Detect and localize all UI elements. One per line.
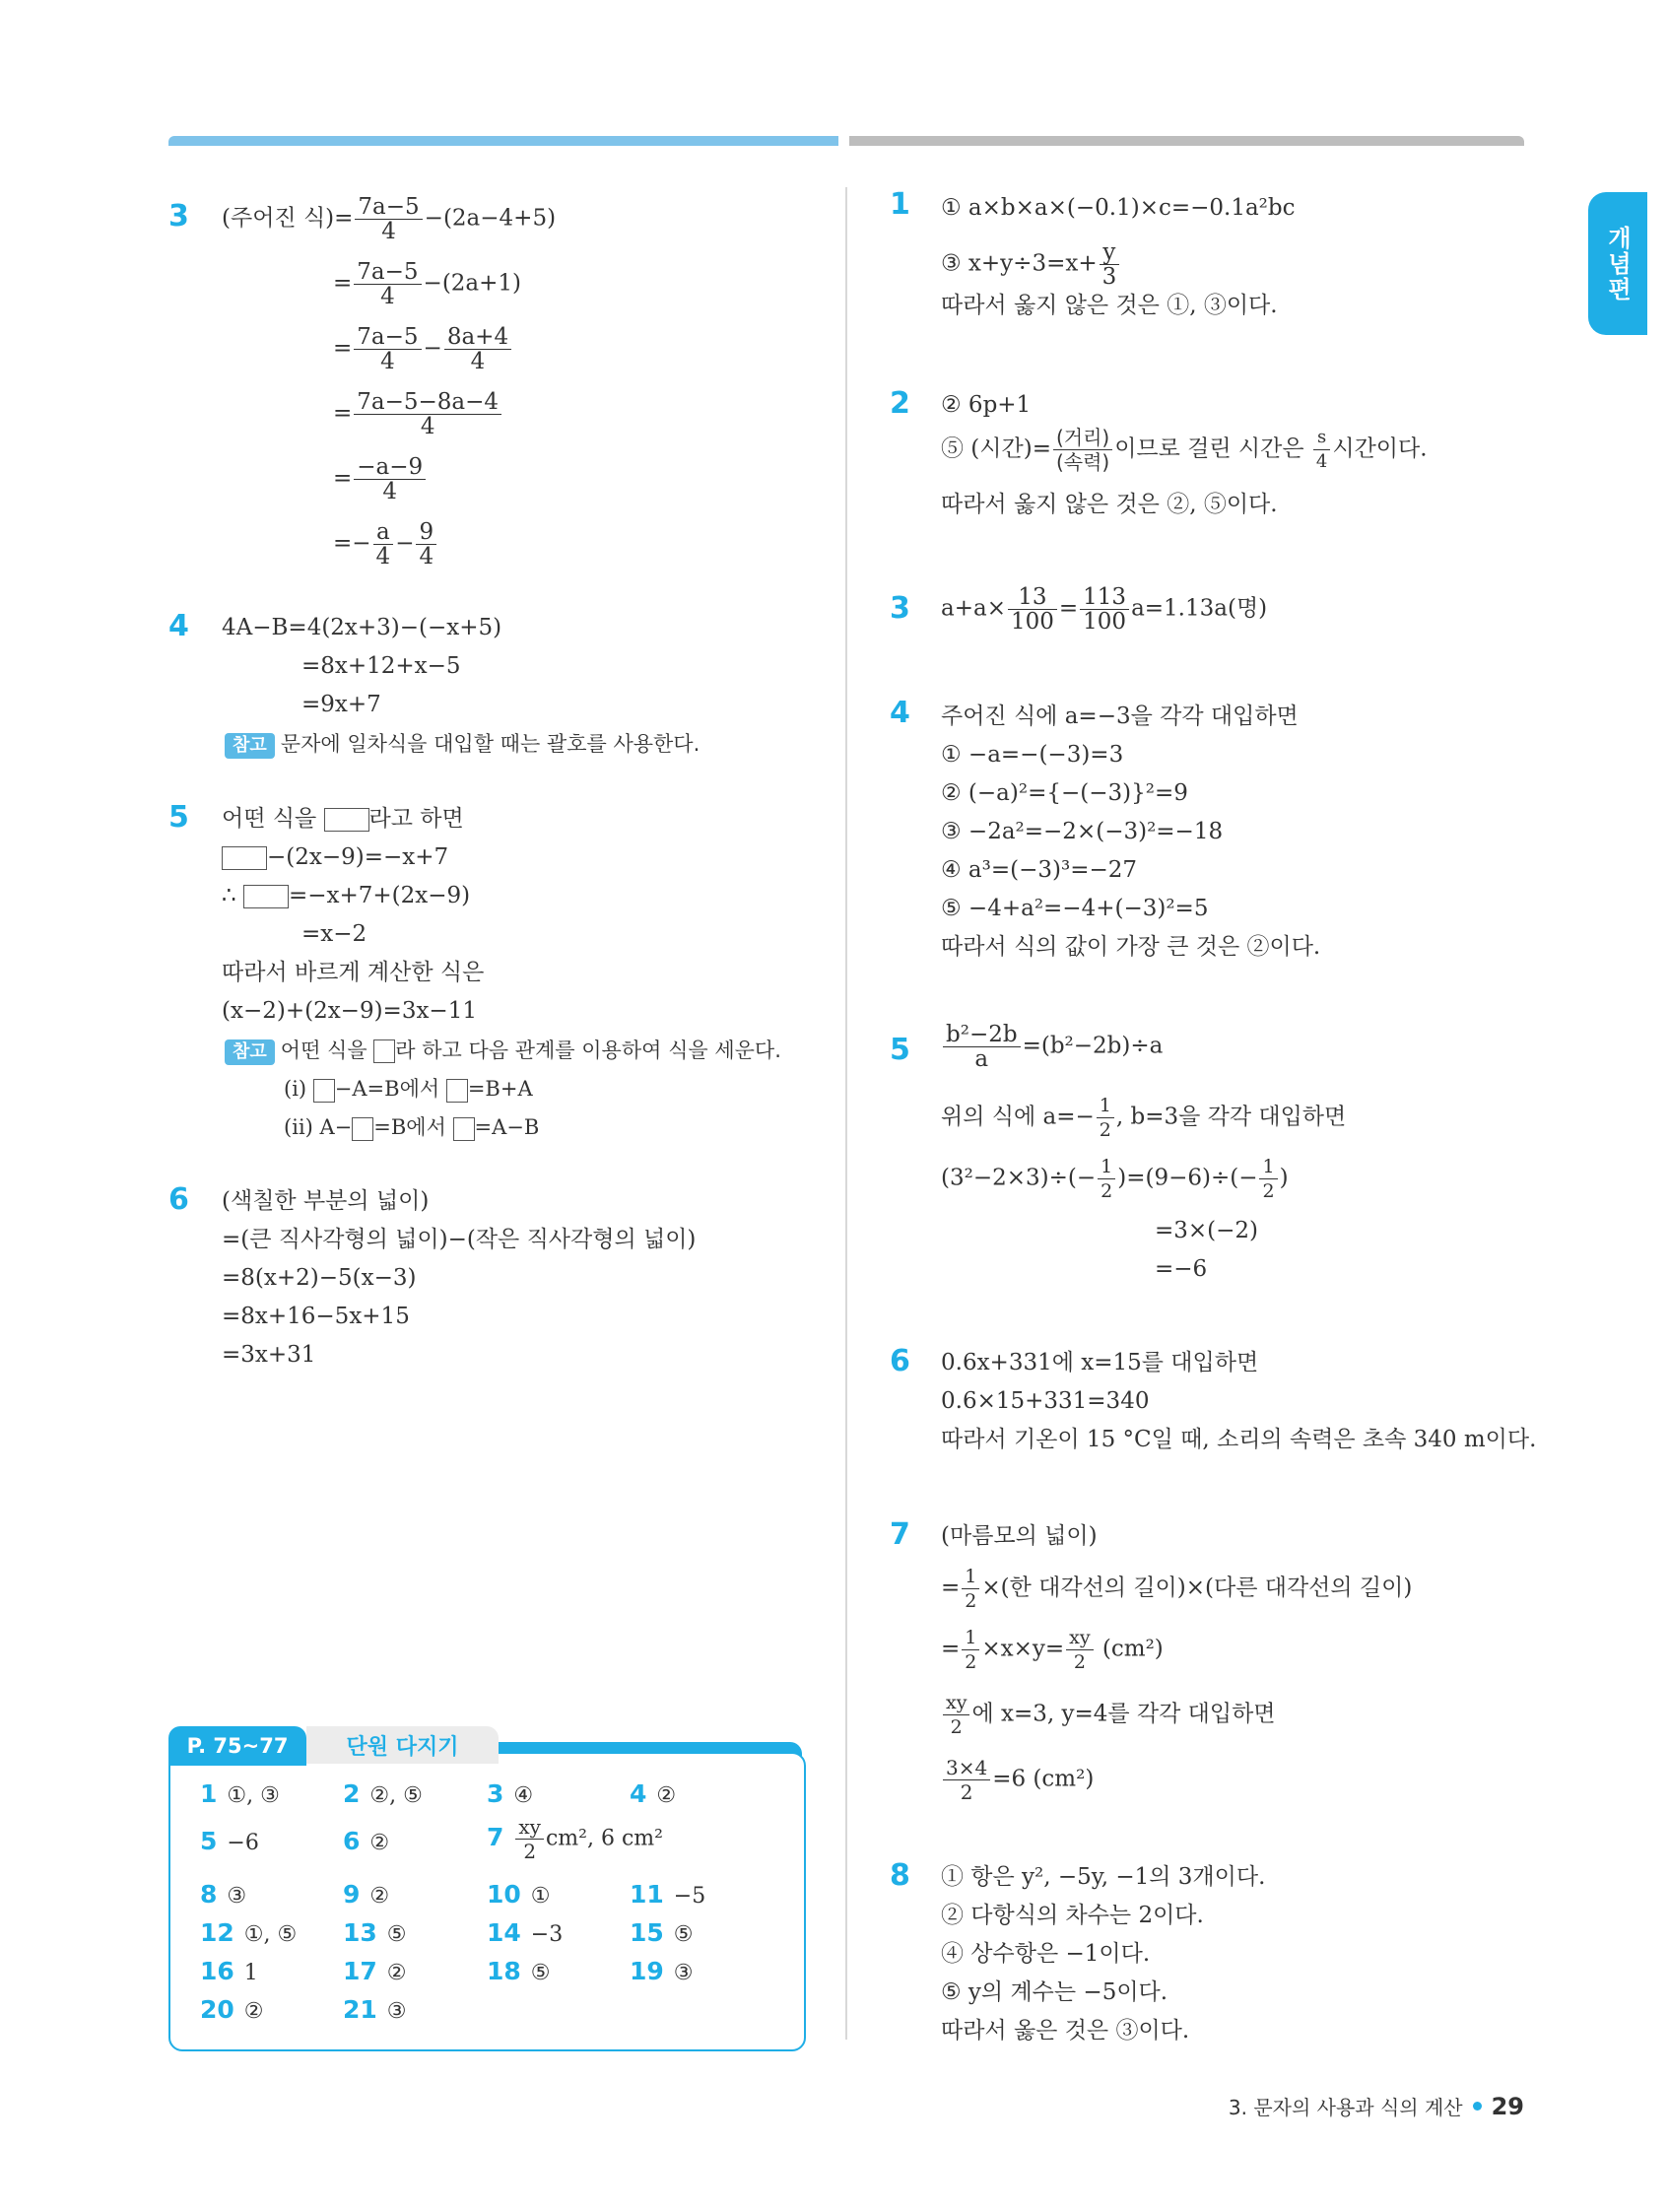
p4-note: 참고 문자에 일차식을 대입할 때는 괄호를 사용한다. [225,729,700,759]
top-bar-right [849,136,1524,146]
top-bar-left [168,136,838,146]
problem-number: 8 [890,1858,910,1893]
q5-line-5: =−6 [1155,1256,1208,1282]
problem-number: 3 [890,591,910,626]
p6-line-1: (색칠한 부분의 넓이) [222,1188,430,1214]
q7-line-4: $\frac{xy}{2}$ 에 x=3, y=4를 각각 대입하면 [941,1691,1276,1739]
q4-line-6: ⑤ −4+a²=−4+(−3)²=5 [941,896,1209,921]
q1-line-1: ① a×b×a×(−0.1)×c=−0.1a²bc [941,195,1296,221]
note-badge: 참고 [225,733,275,759]
problem-number: 3 [168,199,189,234]
column-divider [845,187,847,2040]
answer-item: 20 ② [200,1995,264,2024]
q2-line-3: 따라서 옳지 않은 것은 ②, ⑤이다. [941,492,1278,517]
answer-title-tab: 단원 다지기 [306,1726,499,1764]
blank-box [373,1039,395,1063]
p5-line-2: −(2x−9)=−x+7 [222,842,448,872]
q4-line-7: 따라서 식의 값이 가장 큰 것은 ②이다. [941,934,1321,960]
blank-box [352,1117,373,1141]
p5-note: 참고 어떤 식을 라 하고 다음 관계를 이용하여 식을 세운다. [225,1036,781,1065]
q4-line-3: ② (−a)²={−(−3)}²=9 [941,780,1188,806]
q4-line-4: ③ −2a²=−2×(−3)²=−18 [941,819,1224,844]
problem-number: 5 [168,800,189,835]
p6-line-2: =(큰 직사각형의 넓이)−(작은 직사각형의 넓이) [222,1227,697,1252]
p4-line-2: =8x+12+x−5 [301,653,461,679]
answer-item: 7 $\frac{xy}{2}$ cm², 6 cm² [487,1815,663,1863]
problem-number: 5 [890,1033,910,1067]
answer-item: 10 ① [487,1880,551,1909]
q1-line-2: ③ x+y÷3=x+ $\frac{y}{3}$ [941,240,1121,289]
q7-line-3: = $\frac{1}{2}$ ×x×y= $\frac{xy}{2}$ (cm²) [941,1627,1164,1673]
answer-item: 18 ⑤ [487,1957,551,1985]
p6-line-5: =3x+31 [222,1342,316,1368]
q7-line-2: = $\frac{1}{2}$ ×(한 대각선의 길이)×(다른 대각선의 길이) [941,1566,1413,1612]
answer-item: 19 ③ [630,1957,694,1985]
q5-line-2: 위의 식에 a=− $\frac{1}{2}$ , b=3을 각각 대입하면 [941,1095,1347,1141]
q8-line-3: ④ 상수항은 −1이다. [941,1941,1151,1967]
q6-line-3: 따라서 기온이 15 °C일 때, 소리의 속력은 초속 340 m이다. [941,1427,1537,1452]
blank-box [243,885,289,908]
p5-line-1: 어떤 식을 라고 하면 [222,806,464,832]
q8-line-1: ① 항은 y², −5y, −1의 3개이다. [941,1864,1266,1890]
p4-line-3: =9x+7 [301,692,381,717]
answer-item: 13 ⑤ [343,1918,407,1947]
p3-line-1: (주어진 식)= $\frac{7a-5}{4}$ −(2a−4+5) [222,194,557,244]
p6-line-4: =8x+16−5x+15 [222,1304,410,1329]
q4-line-2: ① −a=−(−3)=3 [941,742,1124,768]
p3-line-6: =− $\frac{a}{4}$ − $\frac{9}{4}$ [333,520,438,569]
p5-line-4: =x−2 [301,921,367,947]
answer-item: 14 −3 [487,1918,564,1947]
answer-item: 21 ③ [343,1995,407,2024]
blank-box [313,1079,335,1103]
answer-item: 9 ② [343,1880,390,1909]
problem-number: 6 [168,1182,189,1217]
answer-item: 15 ⑤ [630,1918,694,1947]
p5-line-3: ∴ =−x+7+(2x−9) [222,883,471,908]
blank-box [324,808,369,832]
q4-line-1: 주어진 식에 a=−3을 각각 대입하면 [941,704,1299,729]
q5-line-3: (3²−2×3)÷(− $\frac{1}{2}$ )=(9−6)÷(− $\frac{1}{2}$ ) [941,1156,1289,1202]
blank-box [222,846,267,870]
q7-line-5: $\frac{3\times 4}{2}$ =6 (cm²) [941,1756,1094,1804]
answer-item: 6 ② [343,1827,390,1855]
p6-line-3: =8(x+2)−5(x−3) [222,1265,417,1291]
q1-line-3: 따라서 옳지 않은 것은 ①, ③이다. [941,293,1278,318]
p3-line-2: = $\frac{7a-5}{4}$ −(2a+1) [333,259,522,309]
chapter-title: 3. 문자의 사용과 식의 계산 [1228,2096,1463,2119]
blank-box [453,1117,475,1141]
q6-line-2: 0.6×15+331=340 [941,1388,1150,1414]
answer-item: 1 ①, ③ [200,1779,280,1808]
q5-line-1: $\frac{\text{b²−2b}}{a}$ =(b²−2b)÷a [941,1023,1163,1071]
p3-line-4: = $\frac{7a-5-8a-4}{4}$ [333,390,503,438]
page-footer [1229,2092,1524,2120]
answer-item: 11 −5 [630,1880,706,1909]
q7-line-1: (마름모의 넓이) [941,1523,1098,1549]
problem-number: 6 [890,1344,910,1378]
answer-pages-tab: P. 75~77 [168,1726,306,1766]
answer-item: 8 ③ [200,1880,247,1909]
answer-item: 2 ②, ⑤ [343,1779,423,1808]
p5-line-6: (x−2)+(2x−9)=3x−11 [222,998,477,1024]
answer-item: 12 ①, ⑤ [200,1918,298,1947]
p3-line-3: = $\frac{7a-5}{4}$ − $\frac{8a+4}{4}$ [333,325,513,373]
problem-number: 7 [890,1517,910,1552]
footer-dot [1473,2102,1482,2111]
answer-item: 16 1 [200,1957,258,1985]
q6-line-1: 0.6x+331에 x=15를 대입하면 [941,1350,1259,1375]
p3-line-5: = $\frac{-a-9}{4}$ [333,455,428,503]
section-tab: 개념편 [1588,192,1647,335]
q5-line-4: =3×(−2) [1155,1218,1259,1243]
p5-note-item-1: (ⅰ) −A=B에서 =B+A [284,1077,533,1101]
p4-line-1: 4A−B=4(2x+3)−(−x+5) [222,615,502,640]
problem-number: 4 [890,696,910,730]
answer-item: 3 ④ [487,1779,534,1808]
problem-number: 1 [890,187,910,222]
q4-line-5: ④ a³=(−3)³=−27 [941,857,1138,883]
page-number: 29 [1491,2092,1524,2120]
q8-line-5: 따라서 옳은 것은 ③이다. [941,2018,1190,2044]
q8-line-4: ⑤ y의 계수는 −5이다. [941,1979,1168,2005]
q2-line-2: ⑤ (시간)= $\frac{\text{(거리)}}{\text{(속력)}}$ 이므로 걸린 시간은 $\frac{s}{4}$ 시간이다. [941,426,1428,474]
problem-number: 4 [168,609,189,643]
q2-line-1: ② 6p+1 [941,392,1032,418]
p5-note-item-2: (ⅱ) A− =B에서 =A−B [284,1115,540,1139]
answer-item: 17 ② [343,1957,407,1985]
q3-line-1: a+a× $\frac{13}{100}$ = $\frac{113}{100}$ a=1.13a(명) [941,584,1268,635]
p5-line-5: 따라서 바르게 계산한 식은 [222,960,485,985]
blank-box [446,1079,468,1103]
answer-item: 4 ② [630,1779,677,1808]
answer-item: 5 −6 [200,1827,259,1855]
note-badge: 참고 [225,1039,275,1065]
q8-line-2: ② 다항식의 차수는 2이다. [941,1903,1204,1928]
problem-number: 2 [890,386,910,421]
